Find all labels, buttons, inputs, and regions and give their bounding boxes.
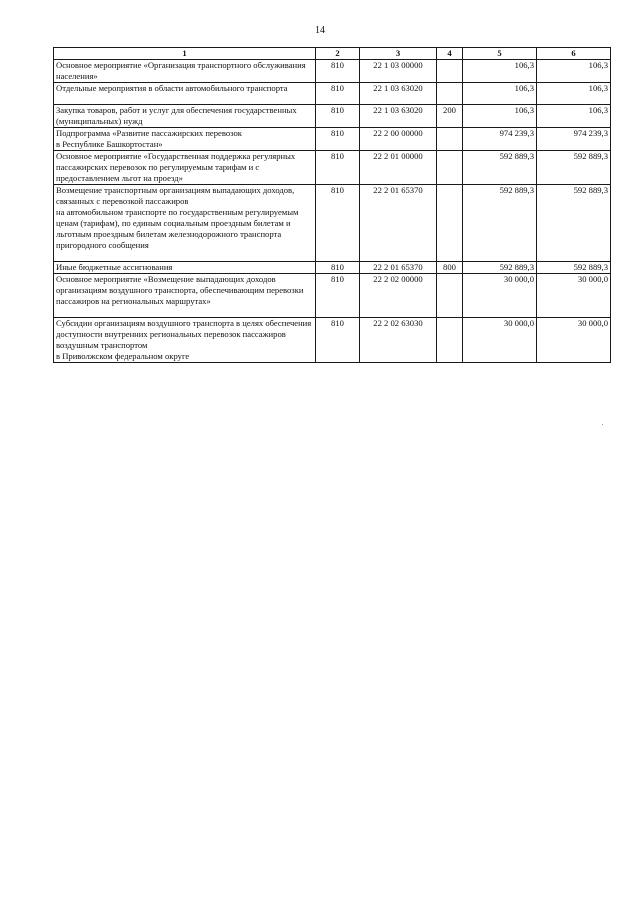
cell-expense-type [437, 318, 463, 363]
cell-amount-1: 592 889,3 [463, 151, 537, 185]
cell-expense-name: Отдельные мероприятия в области автомобильного транспорта [54, 83, 316, 105]
column-header-3: 3 [360, 48, 437, 60]
column-header-4: 4 [437, 48, 463, 60]
cell-expense-type: 200 [437, 105, 463, 128]
table-row [54, 151, 611, 185]
cell-ministry-code: 810 [316, 262, 360, 274]
cell-amount-2: 592 889,3 [537, 151, 611, 185]
cell-ministry-code: 810 [316, 105, 360, 128]
table-row [54, 274, 611, 318]
cell-target-article: 22 2 01 00000 [360, 151, 437, 185]
table-row [54, 185, 611, 262]
cell-expense-name: Возмещение транспортным организациям выпадающих доходов, связанных с перевозкой пассажиров на автомобильном транспорте по государственным регулируемым ценам (тарифам), по единым социальным проездным билетам и льготным проездным билетам железнодорожного транспорта пригородного сообщения [54, 185, 316, 262]
cell-amount-2: 974 239,3 [537, 128, 611, 151]
table-row [54, 128, 611, 151]
cell-target-article: 22 2 02 63030 [360, 318, 437, 363]
budget-table [53, 47, 611, 363]
cell-amount-2: 592 889,3 [537, 262, 611, 274]
column-header-6: 6 [537, 48, 611, 60]
cell-expense-name: Субсидии организациям воздушного транспорта в целях обеспечения доступности внутренних региональных перевозок пассажиров воздушным транспортом в Приволжском федеральном округе [54, 318, 316, 363]
cell-ministry-code: 810 [316, 274, 360, 318]
cell-expense-type [437, 151, 463, 185]
table-row [54, 83, 611, 105]
cell-expense-type: 800 [437, 262, 463, 274]
cell-amount-2: 106,3 [537, 60, 611, 83]
cell-amount-1: 592 889,3 [463, 262, 537, 274]
cell-expense-type [437, 83, 463, 105]
cell-ministry-code: 810 [316, 151, 360, 185]
table-header [54, 48, 611, 60]
cell-amount-1: 974 239,3 [463, 128, 537, 151]
cell-ministry-code: 810 [316, 318, 360, 363]
cell-target-article: 22 2 00 00000 [360, 128, 437, 151]
cell-amount-1: 106,3 [463, 83, 537, 105]
cell-amount-1: 30 000,0 [463, 318, 537, 363]
cell-target-article: 22 1 03 63020 [360, 83, 437, 105]
cell-expense-name: Основное мероприятие «Государственная поддержка регулярных пассажирских перевозок по регулируемым тарифам и с предоставлением льгот на проезд» [54, 151, 316, 185]
cell-expense-name: Основное мероприятие «Возмещение выпадающих доходов организациям воздушного транспорта, обеспечивающим перевозки пассажиров на региональных маршрутах» [54, 274, 316, 318]
cell-amount-2: 592 889,3 [537, 185, 611, 262]
cell-amount-2: 30 000,0 [537, 318, 611, 363]
cell-ministry-code: 810 [316, 128, 360, 151]
cell-expense-type [437, 60, 463, 83]
table-row [54, 60, 611, 83]
column-header-1: 1 [54, 48, 316, 60]
column-header-2: 2 [316, 48, 360, 60]
cell-amount-1: 106,3 [463, 60, 537, 83]
cell-expense-name: Иные бюджетные ассигнования [54, 262, 316, 274]
cell-target-article: 22 1 03 63020 [360, 105, 437, 128]
cell-expense-name: Основное мероприятие «Организация транспортного обслуживания населения» [54, 60, 316, 83]
page-number: 14 [315, 25, 325, 36]
cell-expense-type [437, 128, 463, 151]
cell-target-article: 22 2 02 00000 [360, 274, 437, 318]
cell-amount-2: 30 000,0 [537, 274, 611, 318]
cell-target-article: 22 2 01 65370 [360, 185, 437, 262]
table-row [54, 262, 611, 274]
cell-amount-1: 106,3 [463, 105, 537, 128]
scan-artifact [602, 424, 603, 425]
cell-ministry-code: 810 [316, 185, 360, 262]
cell-amount-2: 106,3 [537, 105, 611, 128]
cell-expense-type [437, 274, 463, 318]
table-row [54, 318, 611, 363]
cell-ministry-code: 810 [316, 60, 360, 83]
cell-expense-name: Закупка товаров, работ и услуг для обеспечения государственных (муниципальных) нужд [54, 105, 316, 128]
cell-target-article: 22 1 03 00000 [360, 60, 437, 83]
cell-amount-2: 106,3 [537, 83, 611, 105]
cell-target-article: 22 2 01 65370 [360, 262, 437, 274]
column-header-5: 5 [463, 48, 537, 60]
cell-amount-1: 30 000,0 [463, 274, 537, 318]
cell-expense-name: Подпрограмма «Развитие пассажирских перевозок в Республике Башкортостан» [54, 128, 316, 151]
table-body [54, 60, 611, 363]
header-row [54, 48, 611, 60]
table-row [54, 105, 611, 128]
cell-ministry-code: 810 [316, 83, 360, 105]
cell-amount-1: 592 889,3 [463, 185, 537, 262]
cell-expense-type [437, 185, 463, 262]
